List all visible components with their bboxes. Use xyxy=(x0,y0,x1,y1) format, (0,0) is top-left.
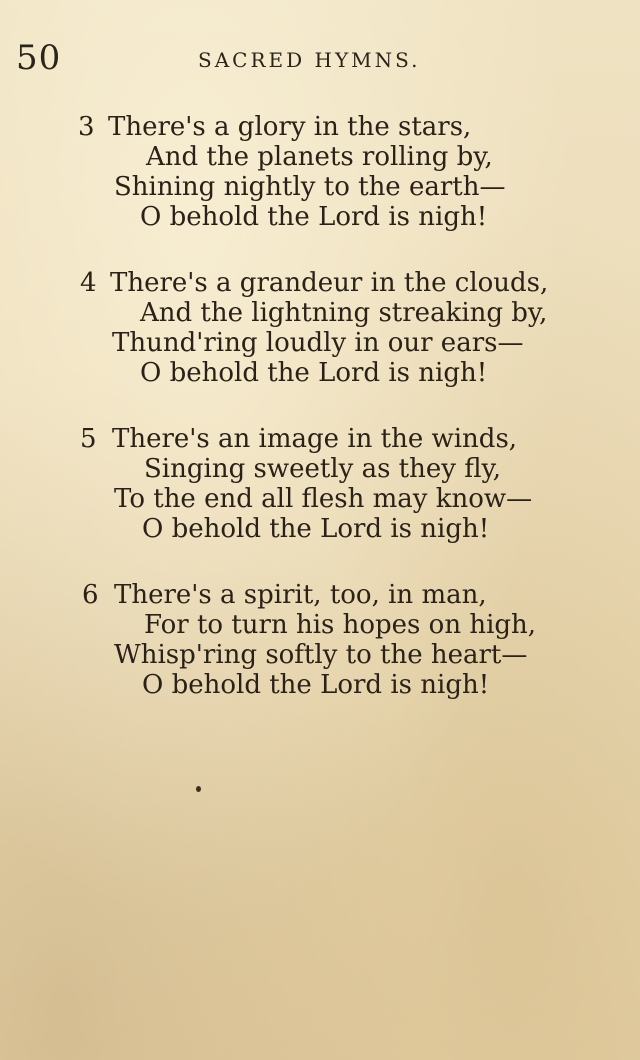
verse-line: There's a spirit, too, in man, xyxy=(114,580,487,610)
running-title: SACRED HYMNS. xyxy=(198,48,421,72)
verse-line: O behold the Lord is nigh! xyxy=(140,358,488,388)
verse-line: There's a grandeur in the clouds, xyxy=(110,268,549,298)
verse-line: Whisp'ring softly to the heart— xyxy=(114,640,528,670)
verse-line: And the lightning streaking by, xyxy=(140,298,548,328)
verse-line: O behold the Lord is nigh! xyxy=(142,514,490,544)
page-number: 50 xyxy=(16,38,62,78)
verse-number: 4 xyxy=(80,268,97,298)
verse-line: There's an image in the winds, xyxy=(112,424,518,454)
verse-line: Singing sweetly as they fly, xyxy=(144,454,502,484)
verse-line: Thund'ring loudly in our ears— xyxy=(112,328,524,358)
verse-line: O behold the Lord is nigh! xyxy=(142,670,490,700)
ink-speck xyxy=(196,786,201,792)
verse-number: 6 xyxy=(82,580,99,610)
verse-line: For to turn his hopes on high, xyxy=(144,610,537,640)
verse-line: There's a glory in the stars, xyxy=(108,112,472,142)
verse-number: 5 xyxy=(80,424,97,454)
verse-line: And the planets rolling by, xyxy=(146,142,493,172)
verse-line: To the end all flesh may know— xyxy=(114,484,533,514)
verse-line: O behold the Lord is nigh! xyxy=(140,202,488,232)
verse-number: 3 xyxy=(78,112,95,142)
verse-line: Shining nightly to the earth— xyxy=(114,172,506,202)
